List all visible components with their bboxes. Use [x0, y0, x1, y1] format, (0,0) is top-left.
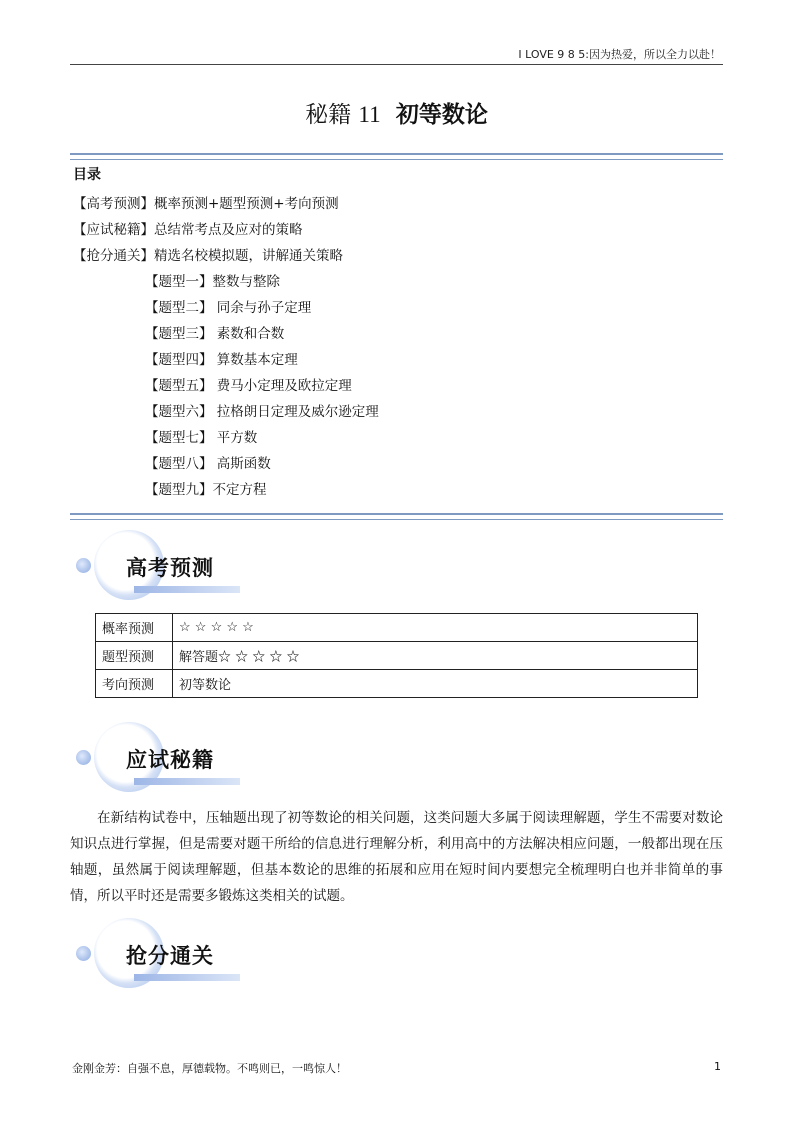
section-banner-practice: [76, 918, 246, 990]
banner-label: 应试秘籍: [126, 748, 214, 772]
section-banner-prediction: [76, 530, 246, 602]
title-number: 11: [358, 102, 381, 127]
toc-subitem: 【题型八】 高斯函数: [145, 456, 271, 472]
banner-dot: [76, 558, 91, 573]
section-divider: [70, 153, 723, 160]
toc-item: 【应试秘籍】总结常考点及应对的策略: [73, 222, 303, 238]
table-row: [96, 642, 698, 670]
toc-subitem: 【题型四】 算数基本定理: [145, 352, 298, 368]
strategy-paragraph: 在新结构试卷中，压轴题出现了初等数论的相关问题，这类问题大多属于阅读理解题，学生不需要对数论知识点进行掌握，但是需要对题干所给的信息进行理解分析，利用高中的方法解决相应问题，一般都出现在压轴题，虽然属于阅读理解题，但基本数论的思维的拓展和应用在短时间内要想完全梳理明白也并非简单的事情，所以平时还是需要多锻炼这类相关的试题。: [70, 810, 723, 904]
toc-subitem: 【题型七】 平方数: [145, 430, 258, 446]
banner-label: 高考预测: [126, 556, 214, 580]
table-row: [96, 614, 698, 642]
toc-subitem: 【题型一】整数与整除: [145, 274, 280, 290]
page-title: [0, 96, 793, 129]
banner-dot: [76, 946, 91, 961]
table-key: 题型预测: [96, 642, 173, 670]
toc-subitem: 【题型六】 拉格朗日定理及威尔逊定理: [145, 404, 379, 420]
table-value: 初等数论: [173, 670, 698, 698]
table-value: ☆ ☆ ☆ ☆ ☆: [173, 614, 698, 642]
toc-subitem: 【题型二】 同余与孙子定理: [145, 300, 312, 316]
table-key: 概率预测: [96, 614, 173, 642]
footer-motto: 金刚金芳：自强不息，厚德载物。不鸣则已，一鸣惊人！: [72, 1062, 347, 1075]
section-divider: [70, 513, 723, 520]
banner-dot: [76, 750, 91, 765]
toc-subitem: 【题型九】不定方程: [145, 482, 267, 498]
banner-stripe: [134, 778, 240, 785]
header-divider: [70, 64, 723, 65]
toc-subitem: 【题型三】 素数和合数: [145, 326, 285, 342]
title-topic: 初等数论: [395, 102, 488, 128]
toc-subitem: 【题型五】 费马小定理及欧拉定理: [145, 378, 352, 394]
page-number: 1: [714, 1060, 721, 1073]
title-prefix: 秘籍: [305, 102, 352, 128]
banner-label: 抢分通关: [126, 944, 214, 968]
section-banner-strategy: [76, 722, 246, 794]
table-key: 考向预测: [96, 670, 173, 698]
banner-stripe: [134, 974, 240, 981]
toc-item: 【高考预测】概率预测+题型预测+考向预测: [73, 196, 339, 212]
table-row: [96, 670, 698, 698]
header-motto: I LOVE 9 8 5:因为热爱，所以全力以赴！: [518, 48, 721, 61]
toc-heading: 目录: [73, 167, 101, 183]
table-value: 解答题☆ ☆ ☆ ☆ ☆: [173, 642, 698, 670]
prediction-table: [95, 613, 698, 698]
banner-stripe: [134, 586, 240, 593]
toc-item: 【抢分通关】精选名校模拟题，讲解通关策略: [73, 248, 343, 264]
